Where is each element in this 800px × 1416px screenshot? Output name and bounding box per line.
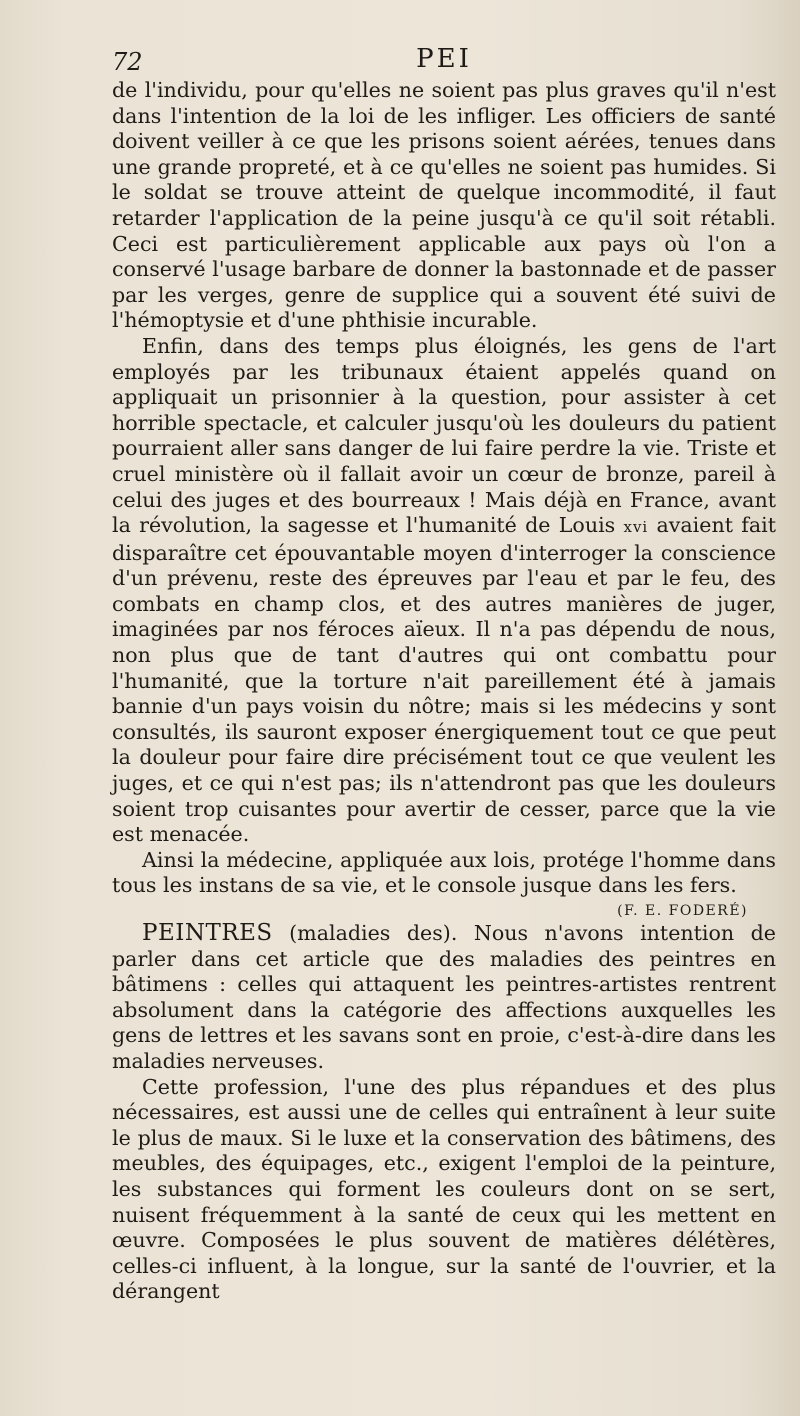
paragraph-torture	[112, 334, 776, 848]
paragraph-text: Enfin, dans des temps plus éloignés, les gens de l'art employés par les tribunaux étaient appelés quand on appliquait un prisonnier à la question, pour assister à cet horrible spectacle, et calculer jusqu'où les douleurs du patient pourraient aller sans danger de lui faire perdre la vie. Triste et cruel ministère où il fallait avoir un cœur de bronze, pareil à celui des juges et des bourreaux ! Mais déjà en France, avant la révolution, la sagesse et l'humanité de Louis	[112, 333, 776, 538]
regnal-number: xvi	[623, 518, 649, 537]
author-signature: (F. E. FODERÉ)	[617, 903, 748, 919]
paragraph-text: avaient fait disparaître cet épouvantable moyen d'interroger la conscience d'un prévenu, reste des épreuves par l'eau et par le feu, des combats en champ clos, et des autres manières de juger, imaginées par nos féroces aïeux. Il n'a pas dépendu de nous, non plus que de tant d'autres qui ont combattu pour l'humanité, que la torture n'ait pareillement été à jamais bannie d'un pays voisin du nôtre; mais si les médecins y sont consultés, ils sauront exposer énergiquement tout ce que peut la douleur pour faire dire précisément tout ce que veulent les juges, et ce qui n'est pas; ils n'attendront pas que les douleurs soient trop cuisantes pour avertir de cesser, parce que la vie est menacée.	[112, 513, 777, 847]
running-head: PEI	[416, 44, 472, 74]
paragraph-profession: Cette profession, l'une des plus répandues et des plus nécessaires, est aussi une de celles qui entraînent à leur suite le plus de maux. Si le luxe et la conservation des bâtimens, des meubles, des équipages, etc., exigent l'emploi de la peinture, les substances qui forment les couleurs dont on se sert, nuisent fréquemment à la santé de ceux qui les mettent en œuvre. Composées le plus souvent de matières délétères, celles-ci influent, à la longue, sur la santé de l'ouvrier, et la dérangent	[112, 1074, 776, 1304]
page-header	[112, 44, 776, 76]
paragraph-text: (maladies des). Nous n'avons intention de parler dans cet article que des maladies des peintres en bâtimens : celles qui attaquent les peintres-artistes rentrent absolument dans la catégorie des affections auxquelles les gens de lettres et les savans sont en proie, c'est-à-dire dans les maladies nerveuses.	[112, 921, 776, 1073]
page-body	[112, 78, 776, 1305]
page-number: 72	[112, 48, 143, 76]
paragraph-conclusion: Ainsi la médecine, appliquée aux lois, protége l'homme dans tous les instans de sa vie, et le console jusque dans les fers.	[112, 847, 776, 898]
article-entry-peintres	[112, 921, 776, 1075]
paragraph-continuation: de l'individu, pour qu'elles ne soient pas plus graves qu'il n'est dans l'intention de la loi de les infliger. Les officiers de santé doivent veiller à ce que les prisons soient aérées, tenues dans une grande propreté, et à ce qu'elles ne soient pas humides. Si le soldat se trouve atteint de quelque incommodité, il faut retarder l'application de la peine jusqu'à ce qu'il soit rétabli. Ceci est particulièrement applicable aux pays où l'on a conservé l'usage barbare de donner la bastonnade et de passer par les verges, genre de supplice qui a souvent été suivi de l'hémoptysie et d'une phthisie incurable.	[112, 78, 776, 333]
article-headword: PEINTRES	[142, 920, 273, 946]
